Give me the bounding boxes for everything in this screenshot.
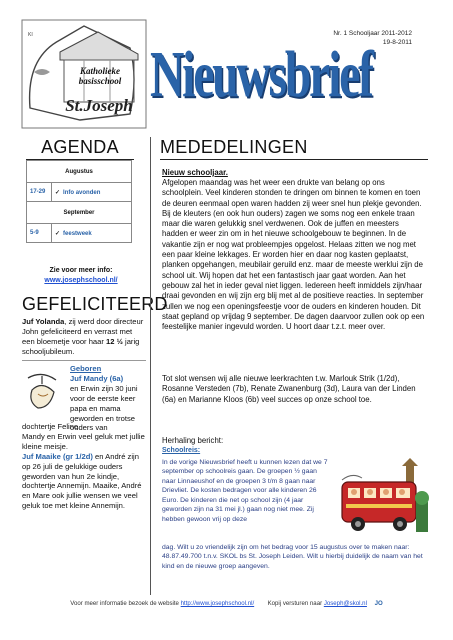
logo-name: St.Joseph (65, 96, 133, 115)
footer: Voor meer informatie bezoek de website http://www.josephschool.nl/ Kopij versturen naar Joseph@skol.nl JO (70, 600, 383, 607)
more-info-label: Zie voor meer info: (49, 267, 113, 274)
school-bus-icon (332, 458, 432, 538)
stork-bundle-icon (24, 368, 60, 412)
page-marker: JO (374, 600, 383, 607)
svg-text:KI: KI (28, 32, 33, 38)
schoolreis-paragraph-2: dag. Wilt u zo vriendelijk zijn om het bedrag voor 15 augustus over te maken naar: 48.87.49.700 t.n.v. SKOL bs St. Joseph Leiden. Wilt u hierbij duidelijk de naam van het kind en de nieuwe groep aangeven. (162, 544, 423, 570)
agenda-event-row (27, 224, 132, 243)
schoolreis-heading: Schoolreis: (162, 447, 201, 454)
agenda-event: feestweek (63, 230, 92, 237)
masthead-title: Nieuwsbrief (150, 38, 372, 111)
repeat-notice-label: Herhaling bericht: (162, 436, 224, 445)
schoolreis-paragraph: In de vorige Nieuwsbrief heeft u kunnen lezen dat we 7 september op schoolreis gaan. De groepen ½ gaan naar Linnaeushof en de groepen 3 t/m 8 gaan naar Drievliet. De kosten bedragen voor alle kinderen 26 Euro. De kinderen die net op school zijn (4 jaar geworden zijn na 31 mei jl.) gaan nog niet mee. Zij hebben gewoon vrij op deze (162, 459, 328, 523)
born-text: en Erwin zijn 30 juni voor de eerste keer papa en mama geworden en trotse ouders van (70, 383, 138, 433)
maaike-name: Juf Maaike (gr 1/2d) (22, 451, 93, 461)
logo-line2: basisschool (78, 76, 122, 86)
school-logo-icon (20, 18, 148, 130)
birth-notice-cont: dochtertje Feline. Mandy en Erwin veel geluk met jullie kleine meisje. Juf Maaike (gr 1/2d) en André zijn op 26 juli de gelukkige ouders geworden van hun 2e kindje, dochtertje Annemijn. Maaike, André en Mare ook jullie wensen we veel geluk toe met kleine Annemijn. (22, 422, 145, 511)
agenda-event-row (27, 183, 132, 202)
more-info (22, 266, 140, 286)
yolanda-paragraph: Juf Yolanda, zij werd door directeur John gefeliciteerd en verrast met een bloemetje voor haar 12 ½ jarig schooljubileum. (22, 317, 144, 356)
news-heading: Nieuw schooljaar. (162, 168, 228, 177)
website-link[interactable]: http://www.josephschool.nl/ (180, 600, 255, 607)
agenda-month: Augustus (27, 161, 132, 183)
logo-line1: Katholieke (80, 66, 120, 76)
checkmark-icon: ✓ (55, 189, 61, 196)
divider-line (22, 360, 146, 361)
more-info-link[interactable]: www.josephschool.nl/ (44, 277, 118, 284)
agenda-date: 5-9 (27, 224, 52, 243)
issue-date: 19-8-2011 (382, 39, 412, 46)
agenda-event: Info avonden (63, 189, 101, 196)
column-divider (150, 137, 151, 595)
yolanda-name: Juf Yolanda (22, 317, 65, 326)
born-label: Geboren (70, 364, 102, 373)
email-link[interactable]: Joseph@skol.nl (323, 600, 367, 607)
checkmark-icon: ✓ (55, 230, 61, 237)
agenda-table (26, 160, 132, 243)
born-name: Juf Mandy (6a) (70, 373, 124, 383)
agenda-month-row (27, 202, 132, 224)
gefeliciteerd-heading: GEFELICITEERD (22, 294, 168, 314)
news-paragraph: Afgelopen maandag was het weer een drukte van belang op ons schoolplein. Veel kinderen stonden te dringen om binnen te komen en toen de deuren eenmaal open waren hadden zij weer snel hun plekje gevonden. Bij de kleuters (en ook hun ouders) zagen we soms nog een enkele traan maar die waren gelukkig snel verdwenen. Ook de juffen en meesters hadden er weer zin om in het nieuwe schoolgebouw te beginnen. In de vakantie zijn er nog wat probleempjes opgelost. Helaas zitten we nog met een paar kleine lekkages. Er worden hier en daar nog kasten geplaatst, planken opgehangen, meubilair geruild enz. maar de meeste werklui zijn de school uit. Wij hopen dat het een fantastisch jaar gaat worden. Aan het gebouw zal het in ieder geval niet liggen. Iedereen heeft inmiddels zijn/haar draai gevonden en wij zijn erg blij met al de positieve reacties. In september zullen we nog een openingsfeestje voor de ouders en kinderen houden. Dit staat gepland op vrijdag 9 september. De dagen daarvoor zullen ook op een feestelijke manier ingevuld worden. U hoort daar t.z.t. meer over. (162, 178, 425, 332)
agenda-month: September (27, 202, 132, 224)
agenda-month-row (27, 161, 132, 183)
news-paragraph-2: Tot slot wensen wij alle nieuwe leerkrachten t.w. Marlouk Strik (1/2d), Rosanne Versteden (7b), Renate Zwanenburg (3d), Laura van der Linden (6a) en Marianne Kloos (6b) veel succes op onze school toe. (162, 374, 416, 404)
mededelingen-heading: MEDEDELINGEN (160, 137, 428, 160)
jubilee-years: 12 ½ (106, 336, 123, 346)
agenda-heading: AGENDA (26, 137, 134, 160)
agenda-date: 17-29 (27, 183, 52, 202)
issue-line: Nr. 1 Schooljaar 2011-2012 (333, 30, 412, 37)
